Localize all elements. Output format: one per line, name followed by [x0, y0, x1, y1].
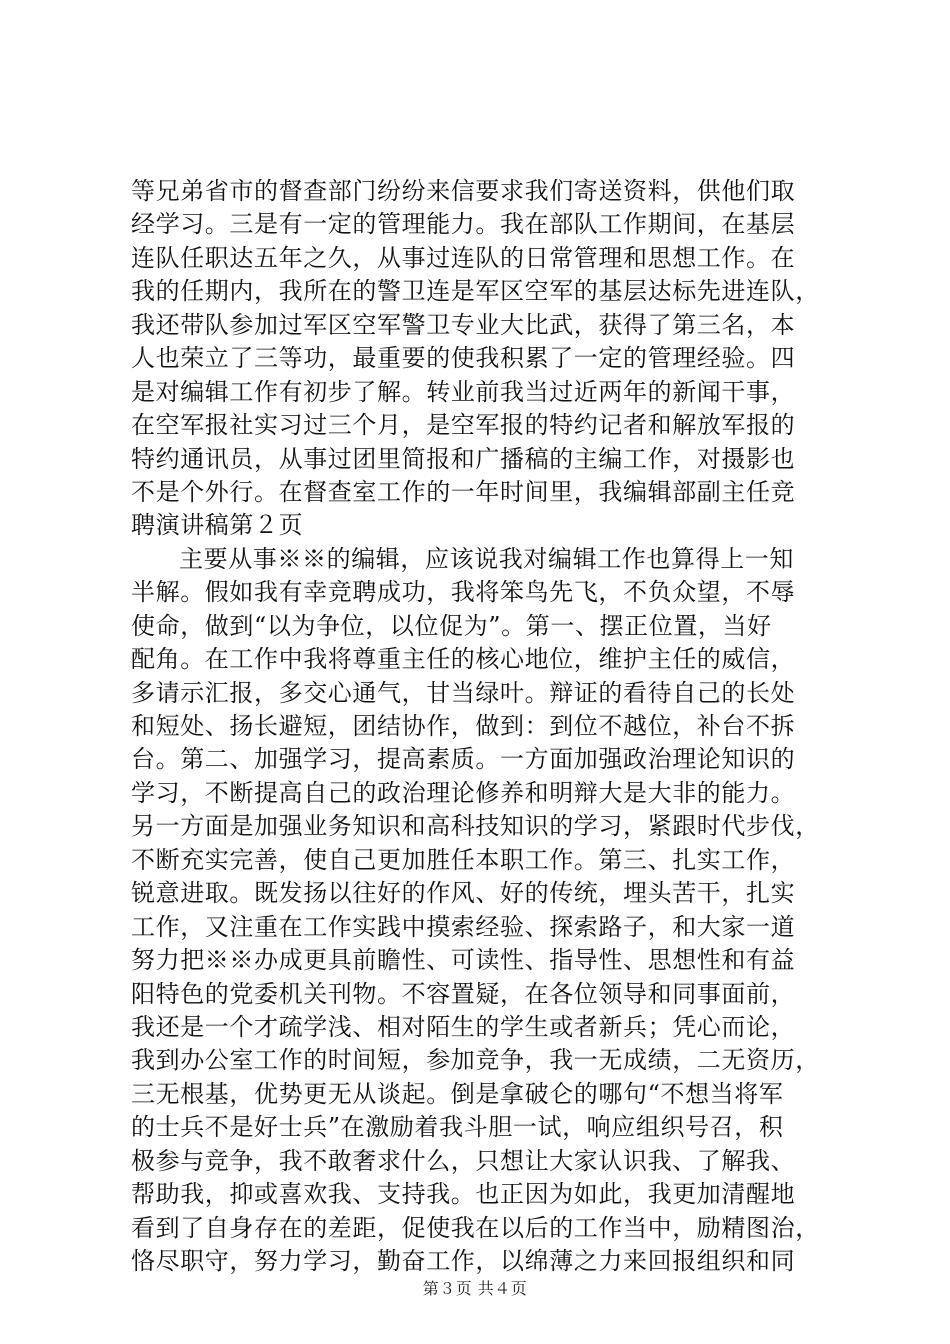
text-line: 配角。在工作中我将尊重主任的核心地位，维护主任的威信，	[131, 645, 796, 674]
text-line: 工作，又注重在工作实践中摸索经验、探索路子，和大家一道	[131, 912, 796, 941]
text-line: 经学习。三是有一定的管理能力。我在部队工作期间，在基层	[131, 210, 796, 239]
text-line: 学习，不断提高自己的政治理论修养和明辩大是大非的能力。	[131, 778, 796, 807]
text-line: 在空军报社实习过三个月，是空军报的特约记者和解放军报的	[131, 411, 796, 440]
text-line: 是对编辑工作有初步了解。转业前我当过近两年的新闻干事，	[131, 377, 796, 406]
paragraph-first-line: 主要从事※※的编辑，应该说我对编辑工作也算得上一知	[179, 544, 794, 573]
text-line: 聘演讲稿第２页	[131, 511, 304, 540]
text-line: 特约通讯员，从事过团里简报和广播稿的主编工作，对摄影也	[131, 444, 796, 473]
text-line: 阳特色的党委机关刊物。不容置疑，在各位领导和同事面前，	[131, 979, 796, 1008]
text-line: 我还是一个才疏学浅、相对陌生的学生或者新兵；凭心而论，	[131, 1012, 796, 1041]
page-footer: 第３页 共４页	[422, 1279, 528, 1298]
body-text	[131, 175, 831, 1278]
text-line: 极参与竞争，我不敢奢求什么，只想让大家认识我、了解我、	[131, 1146, 796, 1175]
text-line: 恪尽职守，努力学习，勤奋工作，以绵薄之力来回报组织和同	[131, 1247, 796, 1275]
text-line: 和短处、扬长避短，团结协作，做到：到位不越位，补台不拆	[131, 712, 796, 740]
text-line: 锐意进取。既发扬以往好的作风、好的传统，埋头苦干，扎实	[131, 879, 796, 908]
text-line: 三无根基，优势更无从谈起。倒是拿破仑的哪句“不想当将军	[131, 1079, 784, 1108]
text-line: 我到办公室工作的时间短，参加竞争，我一无成绩，二无资历，	[131, 1046, 820, 1075]
text-line: 另一方面是加强业务知识和高科技知识的学习，紧跟时代步伐，	[131, 812, 820, 841]
text-line: 使命，做到“以为争位，以位促为”。第一、摆正位置，当好	[131, 611, 772, 640]
text-line: 人也荣立了三等功，最重要的使我积累了一定的管理经验。四	[131, 344, 796, 373]
text-line: 连队任职达五年之久，从事过连队的日常管理和思想工作。在	[131, 243, 796, 272]
text-line: 等兄弟省市的督查部门纷纷来信要求我们寄送资料，供他们取	[131, 177, 796, 205]
text-line: 看到了自身存在的差距，促使我在以后的工作当中，励精图治，	[131, 1213, 820, 1242]
text-line: 帮助我，抑或喜欢我、支持我。也正因为如此，我更加清醒地	[131, 1180, 796, 1209]
text-line: 台。第二、加强学习，提高素质。一方面加强政治理论知识的	[131, 745, 796, 774]
text-line: 半解。假如我有幸竞聘成功，我将笨鸟先飞，不负众望，不辱	[131, 578, 796, 607]
text-line: 我的任期内，我所在的警卫连是军区空军的基层达标先进连队，	[131, 277, 820, 306]
text-line: 不是个外行。在督查室工作的一年时间里，我编辑部副主任竞	[131, 477, 796, 506]
text-line: 我还带队参加过军区空军警卫专业大比武，获得了第三名，本	[131, 310, 796, 339]
text-line: 的士兵不是好士兵”在激励着我斗胆一试，响应组织号召，积	[131, 1113, 784, 1142]
text-line: 不断充实完善，使自己更加胜任本职工作。第三、扎实工作，	[131, 845, 796, 874]
text-line: 努力把※※办成更具前瞻性、可读性、指导性、思想性和有益	[131, 946, 796, 975]
text-line: 多请示汇报，多交心通气，甘当绿叶。辩证的看待自己的长处	[131, 678, 796, 707]
